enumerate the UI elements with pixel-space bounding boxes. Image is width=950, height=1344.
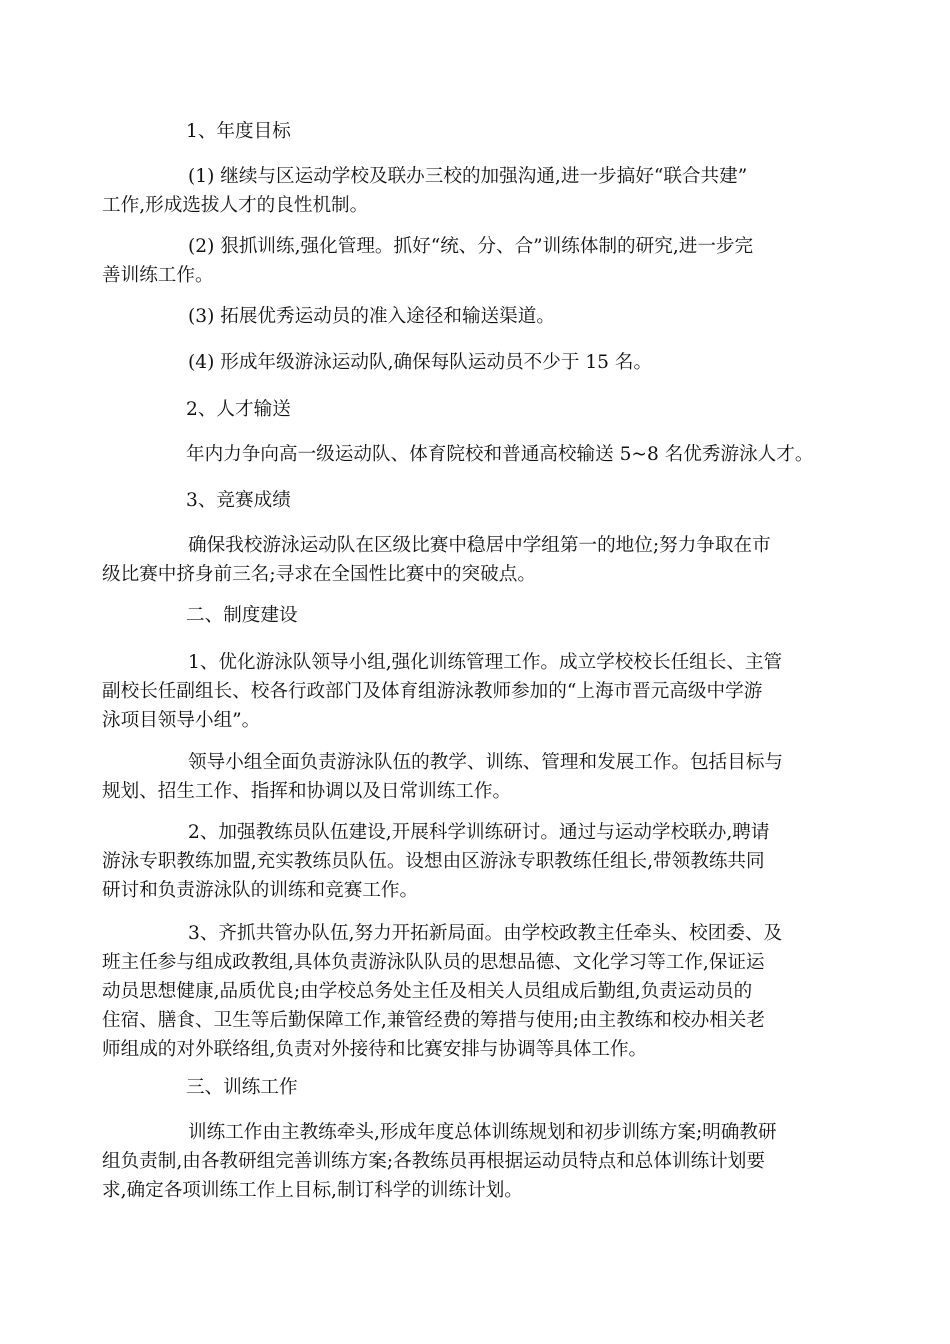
text-line: 级比赛中挤身前三名;寻求在全国性比赛中的突破点。 (102, 564, 536, 585)
paragraph-goal-2 (102, 232, 854, 290)
heading-talent-transfer (186, 395, 852, 424)
text-line: 领导小组全面负责游泳队伍的教学、训练、管理和发展工作。包括目标与 (188, 752, 784, 773)
text-line: 3、齐抓共管办队伍,努力开拓新局面。由学校政教主任牵头、校团委、及 (188, 923, 783, 944)
text-line: 二、制度建设 (186, 605, 298, 626)
text-line: 2、加强教练员队伍建设,开展科学训练研讨。通过与运动学校联办,聘请 (188, 822, 770, 843)
text-line: 师组成的对外联络组,负责对外接待和比赛安排与协调等具体工作。 (102, 1039, 648, 1060)
paragraph-competition-results (102, 531, 854, 589)
text-line: 动员思想健康,品质优良;由学校总务处主任及相关人员组成后勤组,负责运动员的 (102, 981, 753, 1002)
text-line: 班主任参与组成政教组,具体负责游泳队队员的思想品德、文化学习等工作,保证运 (102, 952, 765, 973)
text-line: 善训练工作。 (102, 265, 214, 286)
heading-system-building (186, 601, 852, 630)
text-line: (2) 狠抓训练,强化管理。抓好“统、分、合”训练体制的研究,进一步完 (188, 236, 754, 257)
text-line: 确保我校游泳运动队在区级比赛中稳居中学组第一的地位;努力争取在市 (188, 535, 771, 556)
text-line: 泳项目领导小组”。 (102, 710, 261, 731)
text-line: 求,确定各项训练工作上目标,制订科学的训练计划。 (102, 1180, 523, 1201)
heading-training-work (186, 1073, 852, 1102)
text-line: 2、人才输送 (186, 399, 291, 420)
text-line: 工作,形成选拔人才的良性机制。 (102, 195, 369, 216)
text-line: 年内力争向高一级运动队、体育院校和普通高校输送 5~8 名优秀游泳人才。 (186, 444, 814, 465)
text-line: 副校长任副组长、校各行政部门及体育组游泳教师参加的“上海市晋元高级中学游 (102, 681, 763, 702)
text-line: 规划、招生工作、指挥和协调以及日常训练工作。 (102, 781, 512, 802)
text-line: 三、训练工作 (186, 1077, 298, 1098)
text-line: 1、年度目标 (186, 121, 291, 142)
paragraph-goal-3 (188, 302, 854, 331)
paragraph-goal-1 (102, 162, 854, 220)
paragraph-joint-management (102, 919, 854, 1064)
paragraph-training-work (102, 1118, 854, 1205)
heading-annual-goals (186, 117, 852, 146)
text-line: (3) 拓展优秀运动员的准入途径和输送渠道。 (188, 306, 555, 327)
text-line: 组负责制,由各教研组完善训练方案;各教练员再根据运动员特点和总体训练计划要 (102, 1151, 765, 1172)
paragraph-talent-transfer (186, 440, 852, 469)
text-line: 住宿、膳食、卫生等后勤保障工作,兼管经费的筹措与使用;由主教练和校办相关老 (102, 1010, 765, 1031)
paragraph-leadership-duties (102, 748, 854, 806)
text-line: 游泳专职教练加盟,充实教练员队伍。设想由区游泳专职教练任组长,带领教练共同 (102, 851, 765, 872)
text-line: (1) 继续与区运动学校及联办三校的加强沟通,进一步搞好“联合共建” (188, 166, 748, 187)
text-line: 训练工作由主教练牵头,形成年度总体训练规划和初步训练方案;明确教研 (188, 1122, 777, 1143)
text-line: 研讨和负责游泳队的训练和竞赛工作。 (102, 880, 419, 901)
paragraph-coach-team (102, 818, 854, 905)
text-line: 3、竞赛成绩 (186, 490, 291, 511)
text-line: 1、优化游泳队领导小组,强化训练管理工作。成立学校校长任组长、主管 (188, 652, 783, 673)
paragraph-goal-4 (188, 348, 854, 377)
paragraph-leadership-group (102, 648, 854, 735)
text-line: (4) 形成年级游泳运动队,确保每队运动员不少于 15 名。 (188, 352, 653, 373)
heading-competition-results (186, 486, 852, 515)
